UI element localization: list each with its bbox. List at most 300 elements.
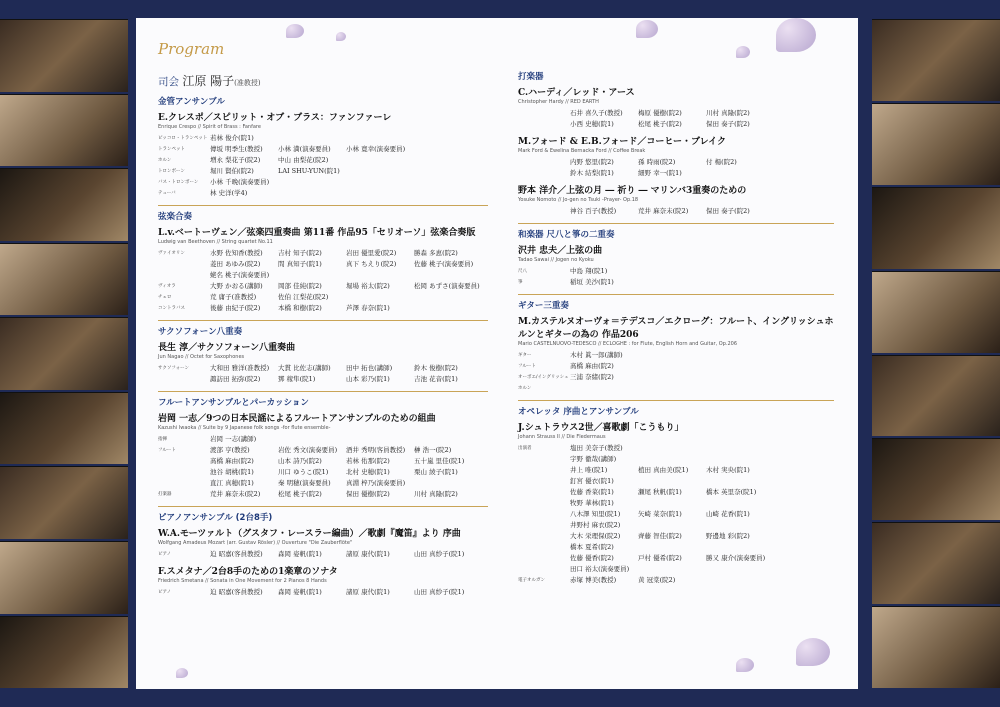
performer-name: 松岡 あずさ(演奏要員) [414, 282, 480, 290]
instrument-label [158, 467, 210, 478]
concert-photo [872, 271, 1000, 353]
section-divider [518, 223, 834, 224]
piece-title: 沢井 忠夫／上弦の曲 [518, 246, 603, 256]
section-heading: オペレッタ 序曲とアンサンブル [518, 407, 639, 417]
performer-name: 牧野 華林(院1) [570, 499, 614, 507]
piece-block [518, 243, 834, 288]
performer-names [210, 270, 488, 281]
petal-decoration [336, 32, 346, 41]
performer-names [210, 363, 488, 374]
performer-row [158, 133, 488, 144]
section-heading: フルートアンサンブルとパーカッション [158, 398, 309, 408]
performer-names [210, 166, 488, 177]
performer-names [570, 487, 834, 509]
performer-name: 佐藤 香菜(院1) [570, 488, 614, 496]
performer-name: 小西 史穂(院1) [570, 120, 614, 128]
concert-photo [0, 616, 128, 689]
piece-english-title: Mark Ford & Ewelina Bernacka Ford // Coffee Break [518, 148, 646, 154]
performer-name: 山本 詩乃(院2) [278, 457, 322, 465]
performer-row [158, 248, 488, 259]
concert-photo [0, 243, 128, 316]
performer-name: 後藤 由紀子(院2) [210, 304, 261, 312]
performer-name: 松尾 桃子(院2) [638, 120, 682, 128]
performer-name: 真淵 梓乃(演奏要員) [346, 479, 406, 487]
instrument-label: コントラバス [158, 306, 185, 311]
concert-photo [0, 392, 128, 465]
section-divider [158, 391, 488, 392]
performer-name: 木村 実央(院1) [706, 466, 750, 474]
performer-name: 迫 昭嘉(客員教授) [210, 550, 263, 558]
performer-row [518, 168, 834, 179]
piece-block [518, 134, 834, 179]
piece-title: 野本 洋介／上弦の月 ― 祈り ― マリンバ3重奏のための [518, 186, 747, 196]
instrument-label: バス・トロンボーン [158, 180, 199, 185]
performer-row [518, 553, 834, 575]
right-column [518, 66, 834, 590]
performer-name: 間 真知子(院1) [278, 260, 322, 268]
performer-name: 鈴木 結梨(院1) [570, 169, 614, 177]
performer-names [210, 281, 488, 292]
performer-name: 荒井 麻奈未(院2) [638, 207, 689, 215]
performer-names [570, 553, 834, 575]
piece-block [518, 85, 834, 130]
piece-block [158, 526, 488, 560]
performer-names [210, 549, 488, 560]
piece-english-title: Christopher Hardy // RED EARTH [518, 99, 599, 105]
performer-name: 傳坂 明季生(教授) [210, 145, 263, 153]
performer-row [158, 363, 488, 374]
performer-names [570, 372, 834, 394]
performer-row [158, 281, 488, 292]
performer-name: 大木 栄理保(院2) [570, 532, 621, 540]
performer-name: 髙橋 麻由(院2) [570, 362, 614, 370]
performer-name: 細野 幸一(院1) [638, 169, 682, 177]
section-heading: 打楽器 [518, 72, 544, 82]
performer-names [570, 443, 834, 454]
performer-row [158, 434, 488, 445]
performer-name: 五十嵐 里佳(院1) [414, 457, 465, 465]
performer-name: 孫 時雨(院2) [638, 158, 676, 166]
performer-names [210, 155, 488, 166]
instrument-label: テューバ [158, 191, 176, 196]
performer-row [158, 456, 488, 467]
concert-photo [872, 606, 1000, 688]
instrument-label [158, 456, 210, 467]
performer-names [570, 119, 834, 130]
performer-row [518, 575, 834, 586]
performer-name: 内野 悠里(院2) [570, 158, 614, 166]
performer-name: 堀場 裕太(院2) [346, 282, 390, 290]
piece-english-title: Jun Nagao // Octet for Saxophones [158, 354, 245, 360]
performer-name: 芦澤 春奈(院1) [346, 304, 390, 312]
performer-names [570, 206, 834, 217]
concert-photo [0, 317, 128, 390]
instrument-label: ピアノ [158, 590, 172, 595]
performer-row [518, 465, 834, 487]
program-page [136, 18, 858, 689]
section-heading: ピアノアンサンブル (2台8手) [158, 513, 273, 523]
performer-name: 中山 由梨花(院2) [278, 156, 329, 164]
instrument-label: 電子オルガン [518, 578, 545, 583]
section-divider [158, 506, 488, 507]
petal-decoration [736, 658, 754, 672]
performer-name: 矢崎 菜奈(院1) [638, 510, 682, 518]
performer-row [518, 443, 834, 454]
concert-photo [872, 438, 1000, 520]
performer-name: 橋本 夏希(院2) [570, 543, 614, 551]
performer-row [158, 587, 488, 598]
left-photo-strip [0, 18, 128, 689]
performer-names [570, 454, 834, 465]
instrument-label: フルート [518, 364, 536, 369]
instrument-label: トランペット [158, 147, 185, 152]
performer-names [570, 266, 834, 277]
performer-name: 佐伯 江梨花(院2) [278, 293, 329, 301]
performer-name: 石井 喜久子(教授) [570, 109, 623, 117]
piece-title: F.スメタナ／2台8手のための1楽章のソナタ [158, 567, 338, 577]
performer-name: 付 楊(院2) [706, 158, 737, 166]
performer-name: 岩田 優里愛(院2) [346, 249, 397, 257]
performer-name: LAI SHU-YUN(院1) [278, 167, 340, 175]
concert-photo [0, 168, 128, 241]
instrument-label [158, 478, 210, 489]
instrument-label [518, 454, 570, 465]
performer-row [158, 177, 488, 188]
piece-english-title: Yosuke Nomoto // Jo-gen no Tsuki -Prayer- Op.18 [518, 197, 639, 203]
performer-name: 稲垣 美沙(院1) [570, 278, 614, 286]
piece-block [158, 225, 488, 314]
section-heading: 弦楽合奏 [158, 212, 193, 222]
performer-name: 水野 佐知香(教授) [210, 249, 263, 257]
piece-english-title: Tadao Sawai // Jogen no Kyoku [518, 257, 594, 263]
performer-name: 若林 俊介(院1) [210, 134, 254, 142]
performer-row [158, 478, 488, 489]
performer-name: 黄 冠棠(院2) [638, 576, 676, 584]
performer-name: 小林 満(演奏要員) [278, 145, 331, 153]
performer-name: 山本 彩乃(院1) [346, 375, 390, 383]
piece-block [518, 183, 834, 217]
performer-names [570, 465, 834, 487]
performer-name: 佐藤 桃子(演奏要員) [414, 260, 474, 268]
instrument-label: サクソフォーン [158, 366, 190, 371]
concert-photo [872, 355, 1000, 437]
performer-name: 川村 真隆(院2) [414, 490, 458, 498]
section-heading: 金管アンサンブル [158, 97, 225, 107]
performer-names [570, 108, 834, 119]
performer-names [210, 303, 488, 314]
instrument-label [518, 531, 570, 553]
performer-name: 赤塚 博美(教授) [570, 576, 617, 584]
performer-name: 迫 昭嘉(客員教授) [210, 588, 263, 596]
performer-names [570, 350, 834, 361]
section-divider [158, 205, 488, 206]
host-role: (准教授) [234, 79, 261, 87]
piece-english-title: Kazushi Iwaoka // Suite by 9 Japanese folk songs -for flute ensemble- [158, 425, 331, 431]
instrument-label [158, 270, 210, 281]
performer-names [210, 188, 488, 199]
performer-name: 戸村 優希(院2) [638, 554, 682, 562]
performer-row [158, 445, 488, 456]
instrument-label [518, 157, 570, 168]
performer-name: 瀬尾 秋帆(院1) [638, 488, 682, 496]
piece-block [158, 110, 488, 199]
performer-row [518, 350, 834, 361]
performer-name: 大貫 比佐志(講師) [278, 364, 331, 372]
performer-name: 岩佐 秀文(演奏要員) [278, 446, 338, 454]
performer-name: 塩田 美奈子(教授) [570, 444, 623, 452]
performer-row [158, 303, 488, 314]
performer-names [210, 292, 488, 303]
performer-name: 山田 真紗子(院1) [414, 550, 465, 558]
performer-name: 池谷 胡桃(院1) [210, 468, 254, 476]
performer-names [570, 361, 834, 372]
instrument-label [518, 509, 570, 531]
performer-name: 橋本 英里奈(院1) [706, 488, 757, 496]
performer-names [210, 374, 488, 385]
concert-photo [872, 187, 1000, 269]
performer-row [158, 259, 488, 270]
performer-name: 菱田 あゆみ(院2) [210, 260, 261, 268]
performer-names [210, 445, 488, 456]
instrument-label: 打楽器 [158, 492, 172, 497]
instrument-label [158, 259, 210, 270]
performer-row [158, 270, 488, 281]
performer-name: 大野 かおる(講師) [210, 282, 263, 290]
performer-names [210, 478, 488, 489]
performer-name: 川口 ゆうこ(院1) [278, 468, 329, 476]
performer-row [158, 144, 488, 155]
instrument-label: ピアノ [158, 552, 172, 557]
performer-name: 保田 奏子(院2) [706, 120, 750, 128]
performer-name: 森岡 姿帆(院1) [278, 588, 322, 596]
concert-photo [0, 541, 128, 614]
section-divider [158, 320, 488, 321]
piece-english-title: Enrique Crespo // Spirit of Brass : Fanfare [158, 124, 261, 130]
concert-photo [0, 94, 128, 167]
piece-block [158, 564, 488, 598]
performer-name: 齊藤 智佳(院2) [638, 532, 682, 540]
performer-names [570, 575, 834, 586]
instrument-label: チェロ [158, 295, 172, 300]
performer-name: 大和田 雅洋(准教授) [210, 364, 270, 372]
performer-name: 小林 寛幸(演奏要員) [346, 145, 406, 153]
instrument-label [518, 108, 570, 119]
section-divider [518, 400, 834, 401]
concert-photo [872, 103, 1000, 185]
performer-name: 諏訪田 拓弥(院2) [210, 375, 261, 383]
performer-name: 林 史洋(学4) [210, 189, 248, 197]
section-heading: 和楽器 尺八と箏の二重奏 [518, 230, 615, 240]
performer-names [570, 277, 834, 288]
performer-name: 鈴木 俊樹(院2) [414, 364, 458, 372]
left-column [158, 44, 488, 602]
piece-block [158, 340, 488, 385]
performer-name: 中島 翔(院1) [570, 267, 608, 275]
performer-name: 野邊地 彩(院2) [706, 532, 750, 540]
performer-row [518, 372, 834, 394]
performer-row [158, 489, 488, 500]
piece-title: C.ハーディ／レッド・アース [518, 88, 635, 98]
petal-decoration [796, 638, 830, 666]
piece-block [518, 314, 834, 394]
piece-block [158, 411, 488, 500]
instrument-label [158, 374, 210, 385]
instrument-label: オーボエ/イングリッシュホルン [518, 375, 569, 391]
concert-photo [872, 522, 1000, 604]
petal-decoration [736, 46, 750, 58]
instrument-label: ヴィオラ [158, 284, 176, 289]
piece-english-title: Mario CASTELNUOVO-TEDESCO // ECLOGHE : for Flute, English Horn and Guitar, Op.206 [518, 341, 738, 347]
performer-name: 小林 千晩(演奏要員) [210, 178, 270, 186]
performer-names [210, 248, 488, 259]
performer-name: 勝又 康介(演奏要員) [706, 554, 766, 562]
piece-block [518, 420, 834, 586]
performer-name: 鄧 稼隼(院1) [278, 375, 316, 383]
performer-name: 森岡 姿帆(院1) [278, 550, 322, 558]
petal-decoration [286, 24, 304, 38]
performer-name: 髙橋 麻由(院2) [210, 457, 254, 465]
piece-title: 長生 淳／サクソフォーン八重奏曲 [158, 343, 296, 353]
performer-row [518, 266, 834, 277]
performer-name: 増永 梨花子(院2) [210, 156, 261, 164]
performer-name: 吉村 知子(院2) [278, 249, 322, 257]
performer-names [570, 157, 834, 168]
performer-name: 諸原 康代(院1) [346, 588, 390, 596]
section-divider [518, 294, 834, 295]
performer-name: 榊 浩一(院2) [414, 446, 452, 454]
performer-names [210, 434, 488, 445]
piece-title: L.v.ベートーヴェン／弦楽四重奏曲 第11番 作品95「セリオーソ」弦楽合奏版 [158, 228, 476, 238]
performer-row [518, 361, 834, 372]
performer-names [210, 489, 488, 500]
performer-names [570, 168, 834, 179]
performer-name: 荒 庸子(准教授) [210, 293, 257, 301]
concert-photo [872, 19, 1000, 101]
performer-name: 真下 ちえり(院2) [346, 260, 397, 268]
performer-name: 宇野 徹哉(講師) [570, 455, 617, 463]
petal-decoration [636, 20, 658, 38]
performer-name: 北村 史穂(院1) [346, 468, 390, 476]
performer-row [518, 509, 834, 531]
performer-name: 勝森 多恵(院2) [414, 249, 458, 257]
performer-name: 三浦 奈緒(院2) [570, 373, 614, 381]
performer-name: 本橋 和樹(院2) [278, 304, 322, 312]
performer-name: 栗山 綾子(院1) [414, 468, 458, 476]
performer-row [518, 157, 834, 168]
instrument-label [518, 168, 570, 179]
performer-name: 若林 佑那(院2) [346, 457, 390, 465]
performer-name: 山田 真紗子(院1) [414, 588, 465, 596]
performer-name: 井上 唯(院1) [570, 466, 608, 474]
performer-row [518, 531, 834, 553]
piece-english-title: Friedrich Smetana // Sonata in One Movement for 2 Pianos 8 Hands [158, 578, 327, 584]
bottom-border [0, 689, 1000, 707]
instrument-label [518, 119, 570, 130]
performer-name: 八木澤 知里(院1) [570, 510, 621, 518]
performer-name: 堀川 賢伯(院2) [210, 167, 254, 175]
performer-names [210, 259, 488, 270]
piece-english-title: Wolfgang Amadeus Mozart (arr. Gustav Rösler) // Ouverture "Die Zauberflöte" [158, 540, 353, 546]
section-heading: サクソフォーン八重奏 [158, 327, 243, 337]
host-name: 江原 陽子 [182, 74, 235, 88]
instrument-label: 指揮 [158, 437, 167, 442]
instrument-label: トロンボーン [158, 169, 185, 174]
performer-row [158, 155, 488, 166]
performer-name: 佐藤 優香(院2) [570, 554, 614, 562]
instrument-label: ピッコロ・トランペット [158, 136, 208, 141]
performer-names [570, 531, 834, 553]
performer-name: 保田 優樹(院2) [346, 490, 390, 498]
performer-name: 田口 裕太(演奏要員) [570, 565, 630, 573]
performer-name: 吉池 花音(院1) [414, 375, 458, 383]
performer-names [210, 144, 488, 155]
performer-name: 木村 眞一郎(講師) [570, 351, 623, 359]
performer-name: 蛯名 桃子(演奏要員) [210, 271, 270, 279]
performer-row [518, 454, 834, 465]
performer-name: 直江 真穂(院1) [210, 479, 254, 487]
performer-row [158, 166, 488, 177]
piece-title: M.カステルヌオーヴォ＝テデスコ／エクローグ：フルート、イングリッシュホルンとギターの為の 作品206 [518, 317, 834, 340]
performer-name: 川村 真隆(院2) [706, 109, 750, 117]
instrument-label: ギター [518, 353, 532, 358]
piece-title: 岩岡 一志／9つの日本民謡によるフルートアンサンブルのための組曲 [158, 414, 436, 424]
performer-name: 植田 真由美(院1) [638, 466, 689, 474]
performer-row [158, 549, 488, 560]
performer-names [210, 467, 488, 478]
performer-name: 秦 明穂(演奏要員) [278, 479, 331, 487]
performer-name: 田中 拓也(講師) [346, 364, 393, 372]
performer-name: 松尾 桃子(院2) [278, 490, 322, 498]
instrument-label [518, 465, 570, 487]
petal-decoration [176, 668, 188, 678]
performer-name: 山崎 花香(院1) [706, 510, 750, 518]
concert-photo [0, 19, 128, 92]
performer-row [158, 188, 488, 199]
performer-name: 渡部 亨(教授) [210, 446, 250, 454]
performer-row [158, 467, 488, 478]
host-line [158, 72, 488, 89]
performer-name: 保田 奏子(院2) [706, 207, 750, 215]
section-heading: ギター三重奏 [518, 301, 569, 311]
piece-title: J.シュトラウス2世／喜歌劇「こうもり」 [518, 423, 684, 433]
instrument-label [518, 206, 570, 217]
instrument-label: フルート [158, 448, 176, 453]
performer-name: 梅原 優樹(院2) [638, 109, 682, 117]
performer-row [518, 119, 834, 130]
performer-name: 岩岡 一志(講師) [210, 435, 257, 443]
piece-title: E.クレスポ／スピリット・オブ・ブラス：ファンファーレ [158, 113, 392, 123]
performer-row [518, 487, 834, 509]
piece-title: W.A.モーツァルト（グスタフ・レースラー編曲）／歌劇『魔笛』より 序曲 [158, 529, 461, 539]
top-border [0, 0, 1000, 18]
concert-photo [0, 466, 128, 539]
performer-names [210, 456, 488, 467]
performer-row [518, 206, 834, 217]
performer-name: 釘宮 優衣(院1) [570, 477, 614, 485]
performer-name: 岡部 佳純(院2) [278, 282, 322, 290]
performer-row [158, 374, 488, 385]
performer-name: 神谷 百子(教授) [570, 207, 617, 215]
performer-name: 井野村 麻衣(院2) [570, 521, 621, 529]
instrument-label [518, 487, 570, 509]
instrument-label: ホルン [158, 158, 172, 163]
performer-names [210, 133, 488, 144]
instrument-label: 尺八 [518, 269, 527, 274]
piece-english-title: Johann Strauss II // Die Fledermaus [518, 434, 606, 440]
host-label: 司会 [158, 76, 179, 88]
performer-name: 諸原 康代(院1) [346, 550, 390, 558]
petal-decoration [776, 18, 816, 52]
